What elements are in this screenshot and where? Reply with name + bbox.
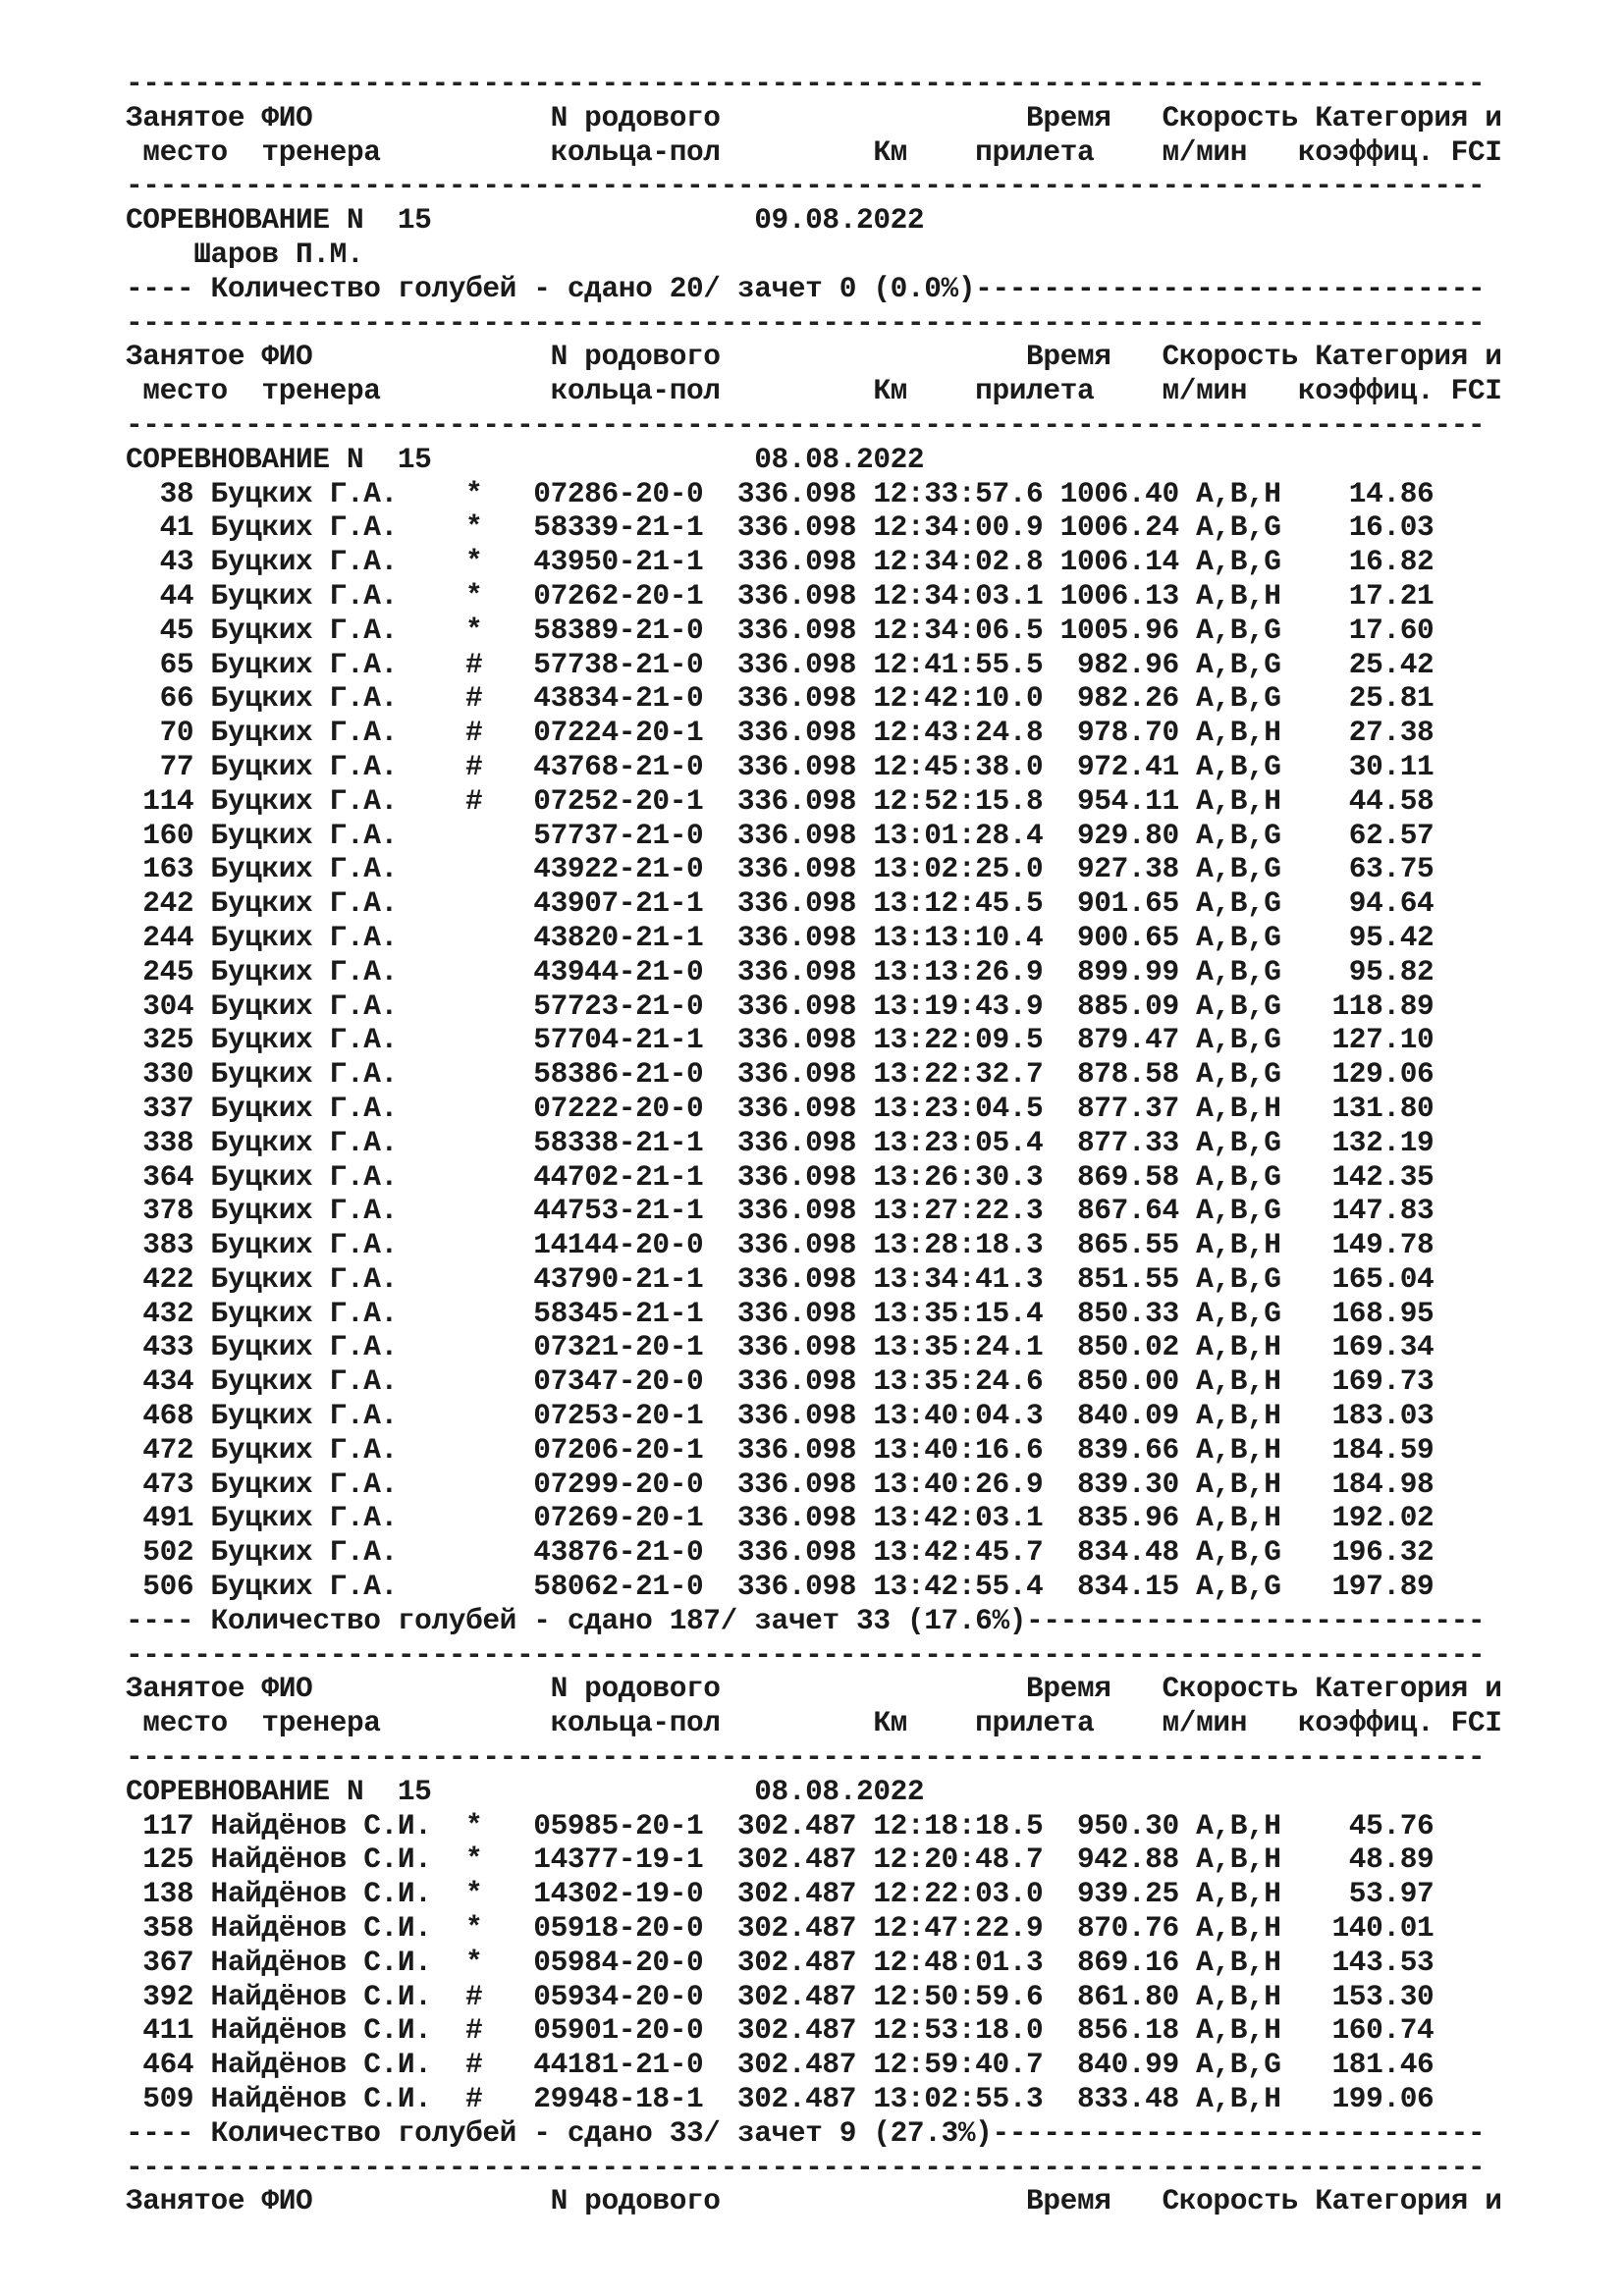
result-row: 242 Буцких Г.А. 43907-21-1 336.098 13:12:45.5 901.65 A,B,G 94.64 (126, 886, 1435, 921)
separator-line: -------------------------------------------------------------------------------- (126, 1637, 1486, 1672)
result-row: 358 Найдёнов С.И. * 05918-20-0 302.487 12:47:22.9 870.76 A,B,H 140.01 (126, 1911, 1435, 1946)
separator-line: -------------------------------------------------------------------------------- (126, 67, 1486, 100)
result-row: 506 Буцких Г.А. 58062-21-0 336.098 13:42:55.4 834.15 A,B,G 197.89 (126, 1570, 1435, 1604)
result-row: 117 Найдёнов С.И. * 05985-20-1 302.487 12:18:18.5 950.30 A,B,H 45.76 (126, 1808, 1435, 1842)
column-header-row: Занятое ФИО N родового Время Скорость Категория и (126, 1672, 1502, 1706)
result-row: 41 Буцких Г.А. * 58339-21-1 336.098 12:34:00.9 1006.24 A,B,G 16.03 (126, 510, 1435, 545)
result-row: 464 Найдёнов С.И. # 44181-21-0 302.487 12:59:40.7 840.99 A,B,G 181.46 (126, 2048, 1435, 2082)
separator-line: -------------------------------------------------------------------------------- (126, 305, 1486, 340)
result-row: 392 Найдёнов С.И. # 05934-20-0 302.487 12:50:59.6 861.80 A,B,H 153.30 (126, 1979, 1435, 2013)
result-row: 338 Буцких Г.А. 58338-21-1 336.098 13:23:05.4 877.33 A,B,G 132.19 (126, 1125, 1435, 1159)
result-row: 509 Найдёнов С.И. # 29948-18-1 302.487 13:02:55.3 833.48 A,B,H 199.06 (126, 2082, 1435, 2116)
summary-line: ---- Количество голубей - сдано 187/ зачет 33 (17.6%)--------------------------- (126, 1603, 1486, 1637)
result-row: 138 Найдёнов С.И. * 14302-19-0 302.487 12:22:03.0 939.25 A,B,H 53.97 (126, 1877, 1435, 1911)
competition-title: СОРЕВНОВАНИЕ N 15 09.08.2022 (126, 203, 925, 238)
result-row: 473 Буцких Г.А. 07299-20-0 336.098 13:40:26.9 839.30 A,B,H 184.98 (126, 1467, 1435, 1501)
column-header-row: Занятое ФИО N родового Время Скорость Категория и (126, 2184, 1502, 2218)
result-row: 330 Буцких Г.А. 58386-21-0 336.098 13:22:32.7 878.58 A,B,G 129.06 (126, 1057, 1435, 1092)
result-row: 43 Буцких Г.А. * 43950-21-1 336.098 12:34:02.8 1006.14 A,B,G 16.82 (126, 545, 1435, 579)
result-row: 367 Найдёнов С.И. * 05984-20-0 302.487 12:48:01.3 869.16 A,B,H 143.53 (126, 1945, 1435, 1979)
result-row: 383 Буцких Г.А. 14144-20-0 336.098 13:28:18.3 865.55 A,B,H 149.78 (126, 1228, 1435, 1262)
result-row: 163 Буцких Г.А. 43922-21-0 336.098 13:02:25.0 927.38 A,B,G 63.75 (126, 852, 1435, 886)
results-sheet (126, 67, 1502, 2218)
column-header-row: место тренера кольца-пол Км прилета м/мин коэффиц. FCI (126, 1706, 1502, 1740)
result-row: 125 Найдёнов С.И. * 14377-19-1 302.487 12:20:48.7 942.88 A,B,H 48.89 (126, 1842, 1435, 1877)
result-row: 502 Буцких Г.А. 43876-21-0 336.098 13:42:45.7 834.48 A,B,G 196.32 (126, 1535, 1435, 1570)
result-row: 77 Буцких Г.А. # 43768-21-0 336.098 12:45:38.0 972.41 A,B,G 30.11 (126, 749, 1435, 783)
result-row: 44 Буцких Г.А. * 07262-20-1 336.098 12:34:03.1 1006.13 A,B,H 17.21 (126, 578, 1435, 613)
column-header-row: Занятое ФИО N родового Время Скорость Категория и (126, 340, 1502, 374)
result-row: 434 Буцких Г.А. 07347-20-0 336.098 13:35:24.6 850.00 A,B,H 169.73 (126, 1364, 1435, 1399)
result-row: 491 Буцких Г.А. 07269-20-1 336.098 13:42:03.1 835.96 A,B,H 192.02 (126, 1501, 1435, 1535)
separator-line: -------------------------------------------------------------------------------- (126, 2150, 1486, 2184)
result-row: 364 Буцких Г.А. 44702-21-1 336.098 13:26:30.3 869.58 A,B,G 142.35 (126, 1159, 1435, 1194)
result-row: 422 Буцких Г.А. 43790-21-1 336.098 13:34:41.3 851.55 A,B,G 165.04 (126, 1261, 1435, 1296)
separator-line: -------------------------------------------------------------------------------- (126, 407, 1486, 442)
separator-line: -------------------------------------------------------------------------------- (126, 169, 1486, 203)
result-row: 325 Буцких Г.А. 57704-21-1 336.098 13:22:09.5 879.47 A,B,G 127.10 (126, 1023, 1435, 1057)
result-row: 65 Буцких Г.А. # 57738-21-0 336.098 12:41:55.5 982.96 A,B,G 25.42 (126, 647, 1435, 681)
competition-title: СОРЕВНОВАНИЕ N 15 08.08.2022 (126, 442, 925, 476)
result-row: 38 Буцких Г.А. * 07286-20-0 336.098 12:33:57.6 1006.40 A,B,H 14.86 (126, 476, 1435, 510)
result-row: 472 Буцких Г.А. 07206-20-1 336.098 13:40:16.6 839.66 A,B,H 184.59 (126, 1432, 1435, 1467)
result-row: 411 Найдёнов С.И. # 05901-20-0 302.487 12:53:18.0 856.18 A,B,H 160.74 (126, 2013, 1435, 2048)
result-row: 70 Буцких Г.А. # 07224-20-1 336.098 12:43:24.8 978.70 A,B,H 27.38 (126, 716, 1435, 750)
result-row: 244 Буцких Г.А. 43820-21-1 336.098 13:13:10.4 900.65 A,B,G 95.42 (126, 920, 1435, 954)
result-row: 45 Буцких Г.А. * 58389-21-0 336.098 12:34:06.5 1005.96 A,B,G 17.60 (126, 613, 1435, 647)
column-header-row: место тренера кольца-пол Км прилета м/мин коэффиц. FCI (126, 134, 1502, 169)
competition-title: СОРЕВНОВАНИЕ N 15 08.08.2022 (126, 1774, 925, 1808)
column-header-row: место тренера кольца-пол Км прилета м/мин коэффиц. FCI (126, 374, 1502, 408)
result-row: 432 Буцких Г.А. 58345-21-1 336.098 13:35:15.4 850.33 A,B,G 168.95 (126, 1296, 1435, 1330)
result-row: 245 Буцких Г.А. 43944-21-0 336.098 13:13:26.9 899.99 A,B,G 95.82 (126, 954, 1435, 988)
result-row: 160 Буцких Г.А. 57737-21-0 336.098 13:01:28.4 929.80 A,B,G 62.57 (126, 818, 1435, 852)
result-row: 114 Буцких Г.А. # 07252-20-1 336.098 12:52:15.8 954.11 A,B,H 44.58 (126, 783, 1435, 818)
result-row: 337 Буцких Г.А. 07222-20-0 336.098 13:23:04.5 877.37 A,B,H 131.80 (126, 1091, 1435, 1125)
result-row: 66 Буцких Г.А. # 43834-21-0 336.098 12:42:10.0 982.26 A,B,G 25.81 (126, 681, 1435, 716)
summary-line: ---- Количество голубей - сдано 20/ зачет 0 (0.0%)------------------------------ (126, 271, 1486, 305)
result-row: 433 Буцких Г.А. 07321-20-1 336.098 13:35:24.1 850.02 A,B,H 169.34 (126, 1330, 1435, 1364)
separator-line: -------------------------------------------------------------------------------- (126, 1740, 1486, 1775)
result-row: 304 Буцких Г.А. 57723-21-0 336.098 13:19:43.9 885.09 A,B,G 118.89 (126, 988, 1435, 1023)
result-row: 468 Буцких Г.А. 07253-20-1 336.098 13:40:04.3 840.09 A,B,H 183.03 (126, 1399, 1435, 1433)
trainer-name: Шаров П.М. (126, 237, 364, 271)
summary-line: ---- Количество голубей - сдано 33/ зачет 9 (27.3%)----------------------------- (126, 2115, 1486, 2150)
result-row: 378 Буцких Г.А. 44753-21-1 336.098 13:27:22.3 867.64 A,B,G 147.83 (126, 1194, 1435, 1228)
column-header-row: Занятое ФИО N родового Время Скорость Категория и (126, 100, 1502, 134)
